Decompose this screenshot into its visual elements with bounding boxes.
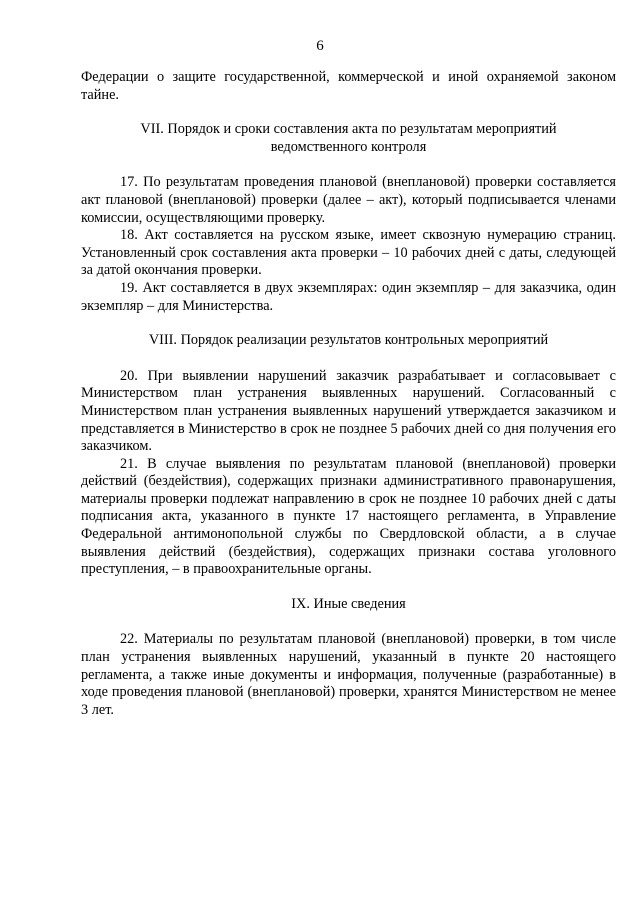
paragraph-18: 18. Акт составляется на русском языке, имеет сквозную нумерацию страниц. Установленный срок составления акта проверки – 10 рабочих дней с даты, следующей за датой окончания проверки.: [81, 227, 616, 279]
document-body: [81, 69, 616, 719]
spacer: [81, 104, 616, 121]
spacer: [81, 579, 616, 596]
paragraph-20: 20. При выявлении нарушений заказчик разрабатывает и согласовывает с Министерством план устранения выявленных нарушений. Согласованный с Министерством план устранения выявленных нарушений утверждается заказчиком и представляется в Министерство в срок не позднее 5 рабочих дней со дня получения его заказчиком.: [81, 367, 616, 455]
section-8-heading: VIII. Порядок реализации результатов контрольных мероприятий: [148, 332, 549, 349]
section-9-heading: IX. Иные сведения: [291, 595, 406, 612]
paragraph-21: 21. В случае выявления по результатам плановой (внеплановой) проверки действий (бездействия), содержащих признаки административного правонарушения, материалы проверки подлежат направлению в срок не позднее 10 рабочих дней с даты подписания акта, указанного в пункте 17 настоящего регламента, в Управление Федеральной антимонопольной службы по Свердловской области, а в случае выявления действий (бездействия), содержащих признаки состава уголовного преступления, – в правоохранительные органы.: [81, 455, 616, 578]
spacer: [81, 156, 616, 174]
spacer: [81, 350, 616, 368]
section-7-heading-line-2: ведомственного контроля: [270, 138, 427, 155]
spacer: [81, 613, 616, 631]
intro-paragraph: Федерации о защите государственной, коммерческой и иной охраняемой законом тайне.: [81, 69, 616, 103]
paragraph-22: 22. Материалы по результатам плановой (внеплановой) проверки, в том числе план устранения выявленных нарушений, указанный в пункте 20 настоящего регламента, а также иные документы и информация, полученные (разработанные) в ходе проведения плановой (внеплановой) проверки, хранятся Министерством не менее 3 лет.: [81, 631, 616, 718]
spacer: [81, 315, 616, 332]
section-7-heading-line-1: VII. Порядок и сроки составления акта по результатам мероприятий: [140, 121, 557, 138]
page-number: 6: [316, 38, 324, 54]
paragraph-19: 19. Акт составляется в двух экземплярах: один экземпляр – для заказчика, один экземпляр – для Министерства.: [81, 279, 616, 314]
paragraph-17: 17. По результатам проведения плановой (внеплановой) проверки составляется акт плановой (внеплановой) проверки (далее – акт), который подписывается членами комиссии, осуществляющими проверку.: [81, 174, 616, 226]
section-7-heading: [81, 121, 616, 156]
